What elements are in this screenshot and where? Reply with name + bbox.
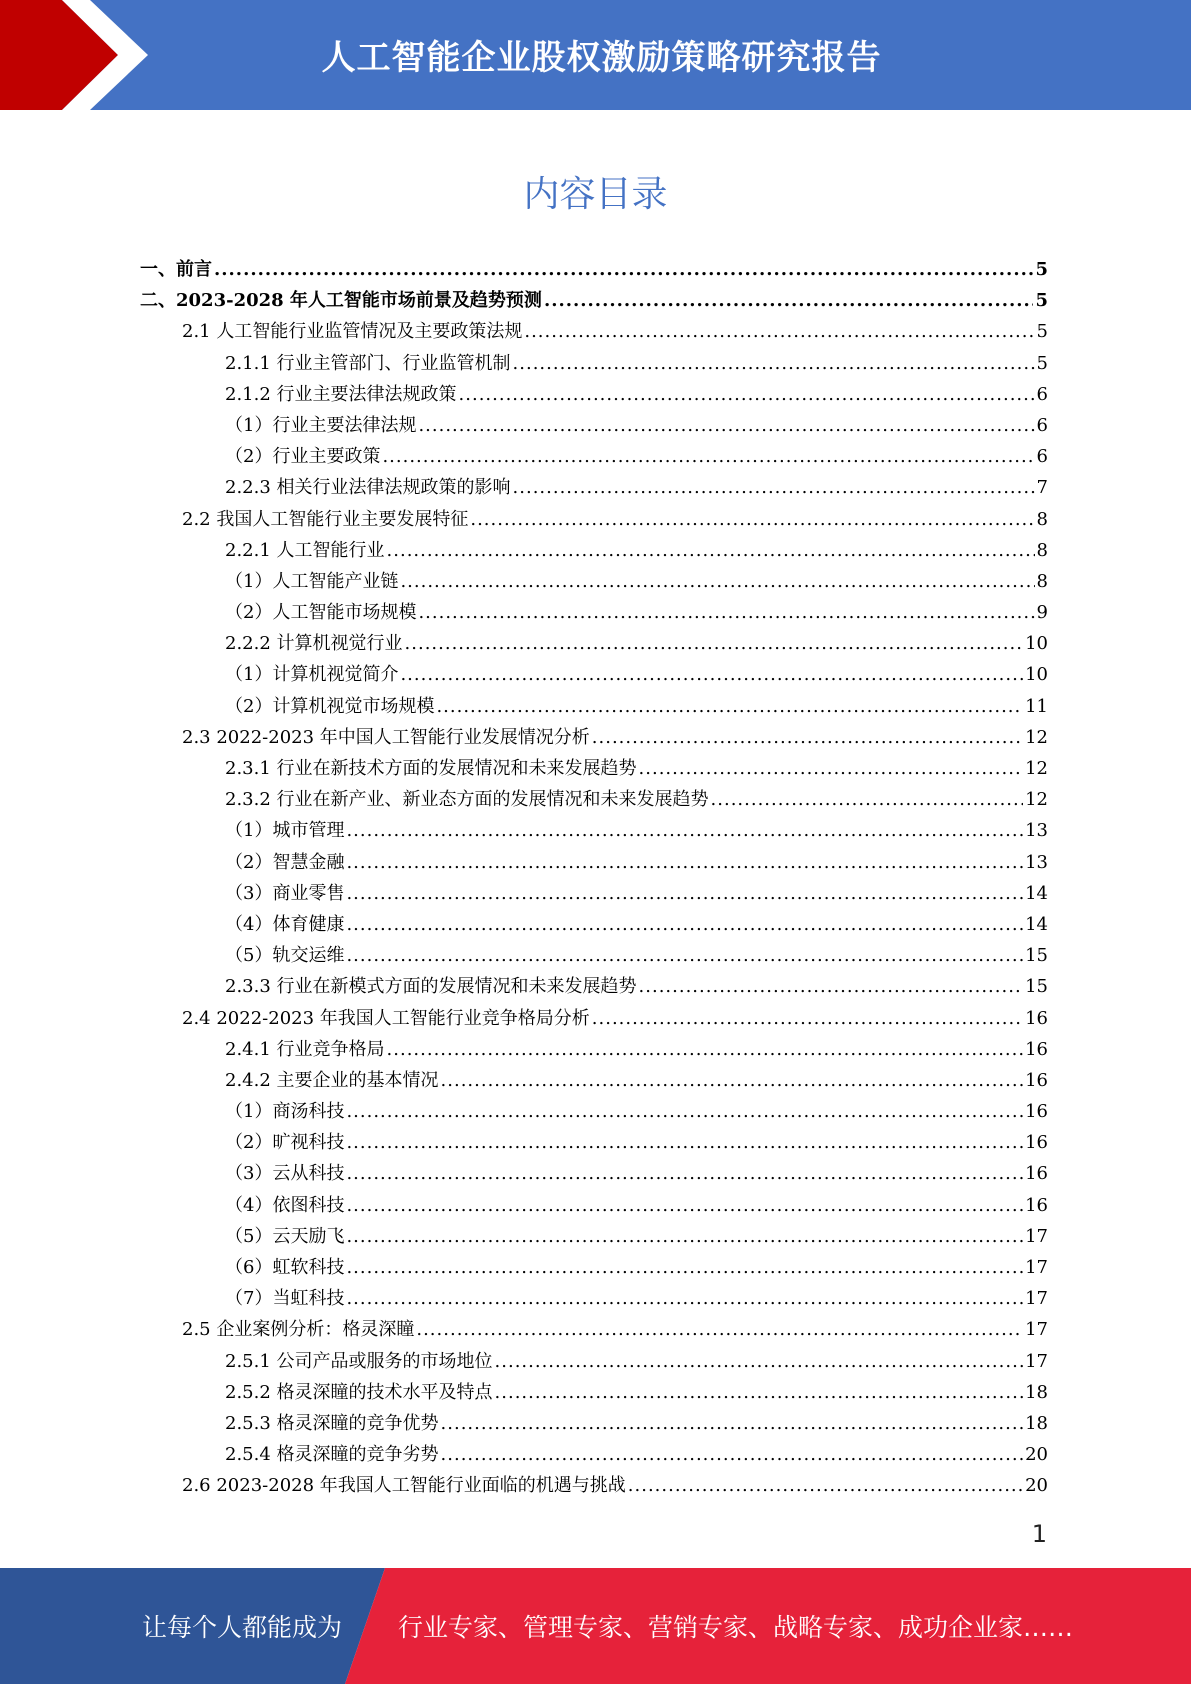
toc-entry-page: 16	[1025, 1194, 1048, 1216]
toc-entry-label: 2.1.1 行业主管部门、行业监管机制	[225, 352, 511, 374]
toc-entry-page: 15	[1025, 945, 1048, 967]
toc-entry[interactable]	[140, 1158, 1048, 1189]
toc-entry[interactable]	[140, 1408, 1048, 1439]
toc-entry[interactable]	[140, 410, 1048, 441]
toc-entry-page: 9	[1036, 602, 1048, 624]
toc-entry[interactable]	[140, 441, 1048, 472]
toc-entry-page: 10	[1025, 633, 1048, 655]
toc-entry[interactable]	[140, 1221, 1048, 1252]
toc-entry[interactable]	[140, 472, 1048, 503]
toc-leader-dots	[346, 1252, 1023, 1283]
toc-entry[interactable]	[140, 1470, 1048, 1501]
toc-entry[interactable]	[140, 1127, 1048, 1158]
toc-leader-dots	[441, 1439, 1024, 1470]
toc-entry-label: （2）计算机视觉市场规模	[225, 695, 435, 717]
toc-entry-page: 6	[1036, 414, 1048, 436]
toc-leader-dots	[418, 597, 1034, 628]
toc-leader-dots	[346, 1127, 1023, 1158]
footer-slogan-right: 行业专家、管理专家、营销专家、战略专家、成功企业家……	[398, 1613, 1074, 1642]
toc-entry-page: 5	[1035, 259, 1048, 280]
toc-leader-dots	[628, 1470, 1023, 1501]
toc-entry-label: 2.5.1 公司产品或服务的市场地位	[225, 1350, 493, 1372]
toc-entry[interactable]	[140, 1003, 1048, 1034]
toc-entry-label: 2.6 2023-2028 年我国人工智能行业面临的机遇与挑战	[182, 1475, 626, 1497]
toc-entry-label: （1）人工智能产业链	[225, 570, 399, 592]
toc-entry-label: 2.2.1 人工智能行业	[225, 539, 385, 561]
toc-entry-page: 20	[1025, 1444, 1048, 1466]
toc-entry[interactable]	[140, 1065, 1048, 1096]
toc-heading: 内容目录	[523, 174, 668, 215]
toc-entry[interactable]	[140, 1252, 1048, 1283]
toc-entry-page: 8	[1036, 570, 1048, 592]
footer-slogan-left: 让每个人都能成为	[142, 1613, 343, 1642]
toc-entry-page: 16	[1025, 1132, 1048, 1154]
toc-entry-label: （5）轨交运维	[225, 945, 345, 967]
toc-entry[interactable]	[140, 254, 1048, 285]
toc-leader-dots	[513, 472, 1035, 503]
toc-entry[interactable]	[140, 504, 1048, 535]
toc-entry[interactable]	[140, 659, 1048, 690]
toc-entry[interactable]	[140, 940, 1048, 971]
toc-entry-label: 2.5.2 格灵深瞳的技术水平及特点	[225, 1381, 493, 1403]
toc-entry[interactable]	[140, 847, 1048, 878]
footer-band	[0, 1568, 1191, 1684]
toc-entry-label: （1）计算机视觉简介	[225, 664, 399, 686]
toc-entry-page: 17	[1025, 1225, 1048, 1247]
toc-entry-label: （3）云从科技	[225, 1163, 345, 1185]
toc-entry-label: 2.5.4 格灵深瞳的竞争劣势	[225, 1444, 439, 1466]
toc-entry-label: 2.2 我国人工智能行业主要发展特征	[182, 508, 469, 530]
toc-leader-dots	[639, 971, 1024, 1002]
toc-leader-dots	[495, 1346, 1024, 1377]
toc-entry[interactable]	[140, 535, 1048, 566]
toc-entry-label: 2.5.3 格灵深瞳的竞争优势	[225, 1412, 439, 1434]
toc-leader-dots	[405, 628, 1024, 659]
toc-leader-dots	[470, 504, 1034, 535]
toc-entry-label: 一、前言	[140, 259, 212, 280]
toc-entry[interactable]	[140, 971, 1048, 1002]
page-number: 1	[1031, 1520, 1047, 1548]
toc-entry[interactable]	[140, 878, 1048, 909]
toc-entry[interactable]	[140, 691, 1048, 722]
toc-entry[interactable]	[140, 628, 1048, 659]
toc-entry[interactable]	[140, 722, 1048, 753]
toc-entry[interactable]	[140, 784, 1048, 815]
toc-entry[interactable]	[140, 1346, 1048, 1377]
toc-entry-page: 16	[1025, 1007, 1048, 1029]
toc-entry[interactable]	[140, 1190, 1048, 1221]
toc-entry[interactable]	[140, 753, 1048, 784]
toc-entry[interactable]	[140, 1283, 1048, 1314]
toc-entry-page: 20	[1025, 1475, 1048, 1497]
toc-entry[interactable]	[140, 1096, 1048, 1127]
toc-entry[interactable]	[140, 1439, 1048, 1470]
toc-entry-label: （3）商业零售	[225, 882, 345, 904]
toc-entry-page: 17	[1025, 1257, 1048, 1278]
toc-entry-page: 13	[1025, 851, 1048, 873]
toc-entry-page: 12	[1025, 758, 1048, 779]
toc-entry-label: （1）城市管理	[225, 820, 345, 842]
toc-leader-dots	[459, 379, 1035, 410]
toc-entry-label: 2.3.3 行业在新模式方面的发展情况和未来发展趋势	[225, 976, 637, 998]
toc-leader-dots	[346, 847, 1023, 878]
toc-leader-dots	[544, 285, 1034, 316]
toc-entry-page: 14	[1025, 882, 1048, 904]
toc-leader-dots	[400, 659, 1023, 690]
toc-entry[interactable]	[140, 597, 1048, 628]
toc-entry[interactable]	[140, 285, 1048, 316]
toc-entry-label: （2）行业主要政策	[225, 446, 381, 468]
toc-entry[interactable]	[140, 566, 1048, 597]
toc-leader-dots	[436, 691, 1023, 722]
table-of-contents	[140, 254, 1048, 1502]
toc-leader-dots	[400, 566, 1034, 597]
toc-leader-dots	[495, 1377, 1024, 1408]
toc-entry-page: 8	[1036, 539, 1048, 561]
toc-leader-dots	[346, 1096, 1023, 1127]
toc-leader-dots	[346, 1221, 1023, 1252]
toc-entry-label: 2.3.2 行业在新产业、新业态方面的发展情况和未来发展趋势	[225, 789, 709, 811]
toc-entry-page: 11	[1025, 695, 1048, 717]
toc-entry-page: 6	[1036, 446, 1048, 468]
toc-entry-page: 12	[1025, 726, 1048, 748]
toc-entry-label: 2.2.3 相关行业法律法规政策的影响	[225, 477, 511, 499]
toc-entry-page: 10	[1025, 664, 1048, 686]
document-title: 人工智能企业股权激励策略研究报告	[321, 38, 882, 78]
toc-entry[interactable]	[140, 316, 1048, 347]
toc-leader-dots	[346, 909, 1023, 940]
toc-leader-dots	[441, 1065, 1024, 1096]
toc-entry[interactable]	[140, 1377, 1048, 1408]
toc-entry-page: 13	[1025, 820, 1048, 842]
toc-entry-label: （4）依图科技	[225, 1194, 345, 1216]
toc-entry-label: 2.1 人工智能行业监管情况及主要政策法规	[182, 321, 523, 343]
toc-leader-dots	[524, 316, 1034, 347]
toc-entry-page: 14	[1025, 913, 1048, 935]
toc-entry-label: 二、2023-2028 年人工智能市场前景及趋势预测	[140, 290, 542, 312]
toc-leader-dots	[711, 784, 1024, 815]
toc-entry-page: 16	[1025, 1163, 1048, 1185]
toc-entry-page: 5	[1036, 321, 1048, 343]
toc-entry-page: 18	[1025, 1381, 1048, 1403]
toc-leader-dots	[387, 1034, 1024, 1065]
toc-entry-page: 8	[1036, 508, 1048, 530]
toc-leader-dots	[416, 1314, 1023, 1345]
toc-leader-dots	[418, 410, 1034, 441]
toc-leader-dots	[382, 441, 1034, 472]
toc-entry-label: 2.4.1 行业竞争格局	[225, 1038, 385, 1060]
toc-entry-label: （6）虹软科技	[225, 1257, 345, 1278]
toc-entry-label: （4）体育健康	[225, 913, 345, 935]
toc-entry[interactable]	[140, 1034, 1048, 1065]
toc-leader-dots	[214, 254, 1033, 285]
toc-entry[interactable]	[140, 909, 1048, 940]
toc-leader-dots	[639, 753, 1024, 784]
toc-entry-page: 5	[1035, 290, 1048, 312]
toc-entry-page: 7	[1036, 477, 1048, 499]
toc-entry-page: 17	[1025, 1288, 1048, 1310]
toc-entry-label: 2.3 2022-2023 年中国人工智能行业发展情况分析	[182, 726, 590, 748]
toc-entry-label: （2）智慧金融	[225, 851, 345, 873]
toc-entry[interactable]	[140, 1314, 1048, 1345]
toc-entry-page: 6	[1036, 383, 1048, 405]
toc-entry-page: 15	[1025, 976, 1048, 998]
toc-leader-dots	[387, 535, 1035, 566]
toc-entry[interactable]	[140, 815, 1048, 846]
toc-entry-page: 17	[1025, 1319, 1048, 1341]
toc-entry[interactable]	[140, 379, 1048, 410]
toc-leader-dots	[441, 1408, 1024, 1439]
toc-leader-dots	[346, 815, 1023, 846]
toc-leader-dots	[346, 1283, 1023, 1314]
toc-leader-dots	[346, 940, 1023, 971]
toc-leader-dots	[513, 348, 1035, 379]
toc-entry-label: （1）行业主要法律法规	[225, 414, 417, 436]
toc-entry-label: （7）当虹科技	[225, 1288, 345, 1310]
toc-entry-label: （2）人工智能市场规模	[225, 602, 417, 624]
toc-entry-label: 2.1.2 行业主要法律法规政策	[225, 383, 457, 405]
toc-entry-page: 18	[1025, 1412, 1048, 1434]
toc-entry-label: （1）商汤科技	[225, 1101, 345, 1123]
toc-leader-dots	[346, 1158, 1023, 1189]
toc-leader-dots	[592, 1003, 1023, 1034]
toc-entry-page: 16	[1025, 1101, 1048, 1123]
toc-entry-page: 16	[1025, 1069, 1048, 1091]
toc-entry-label: （5）云天励飞	[225, 1225, 345, 1247]
toc-entry-label: 2.3.1 行业在新技术方面的发展情况和未来发展趋势	[225, 758, 637, 779]
toc-entry-page: 5	[1036, 352, 1048, 374]
toc-entry[interactable]	[140, 348, 1048, 379]
toc-entry-page: 16	[1025, 1038, 1048, 1060]
toc-entry-label: 2.2.2 计算机视觉行业	[225, 633, 403, 655]
toc-leader-dots	[346, 878, 1023, 909]
toc-entry-label: 2.4 2022-2023 年我国人工智能行业竞争格局分析	[182, 1007, 590, 1029]
toc-leader-dots	[346, 1190, 1023, 1221]
toc-entry-page: 12	[1025, 789, 1048, 811]
toc-entry-label: 2.4.2 主要企业的基本情况	[225, 1069, 439, 1091]
toc-leader-dots	[592, 722, 1023, 753]
toc-entry-page: 17	[1025, 1350, 1048, 1372]
header-band	[0, 0, 1191, 110]
toc-entry-label: 2.5 企业案例分析：格灵深瞳	[182, 1319, 415, 1341]
toc-entry-label: （2）旷视科技	[225, 1132, 345, 1154]
